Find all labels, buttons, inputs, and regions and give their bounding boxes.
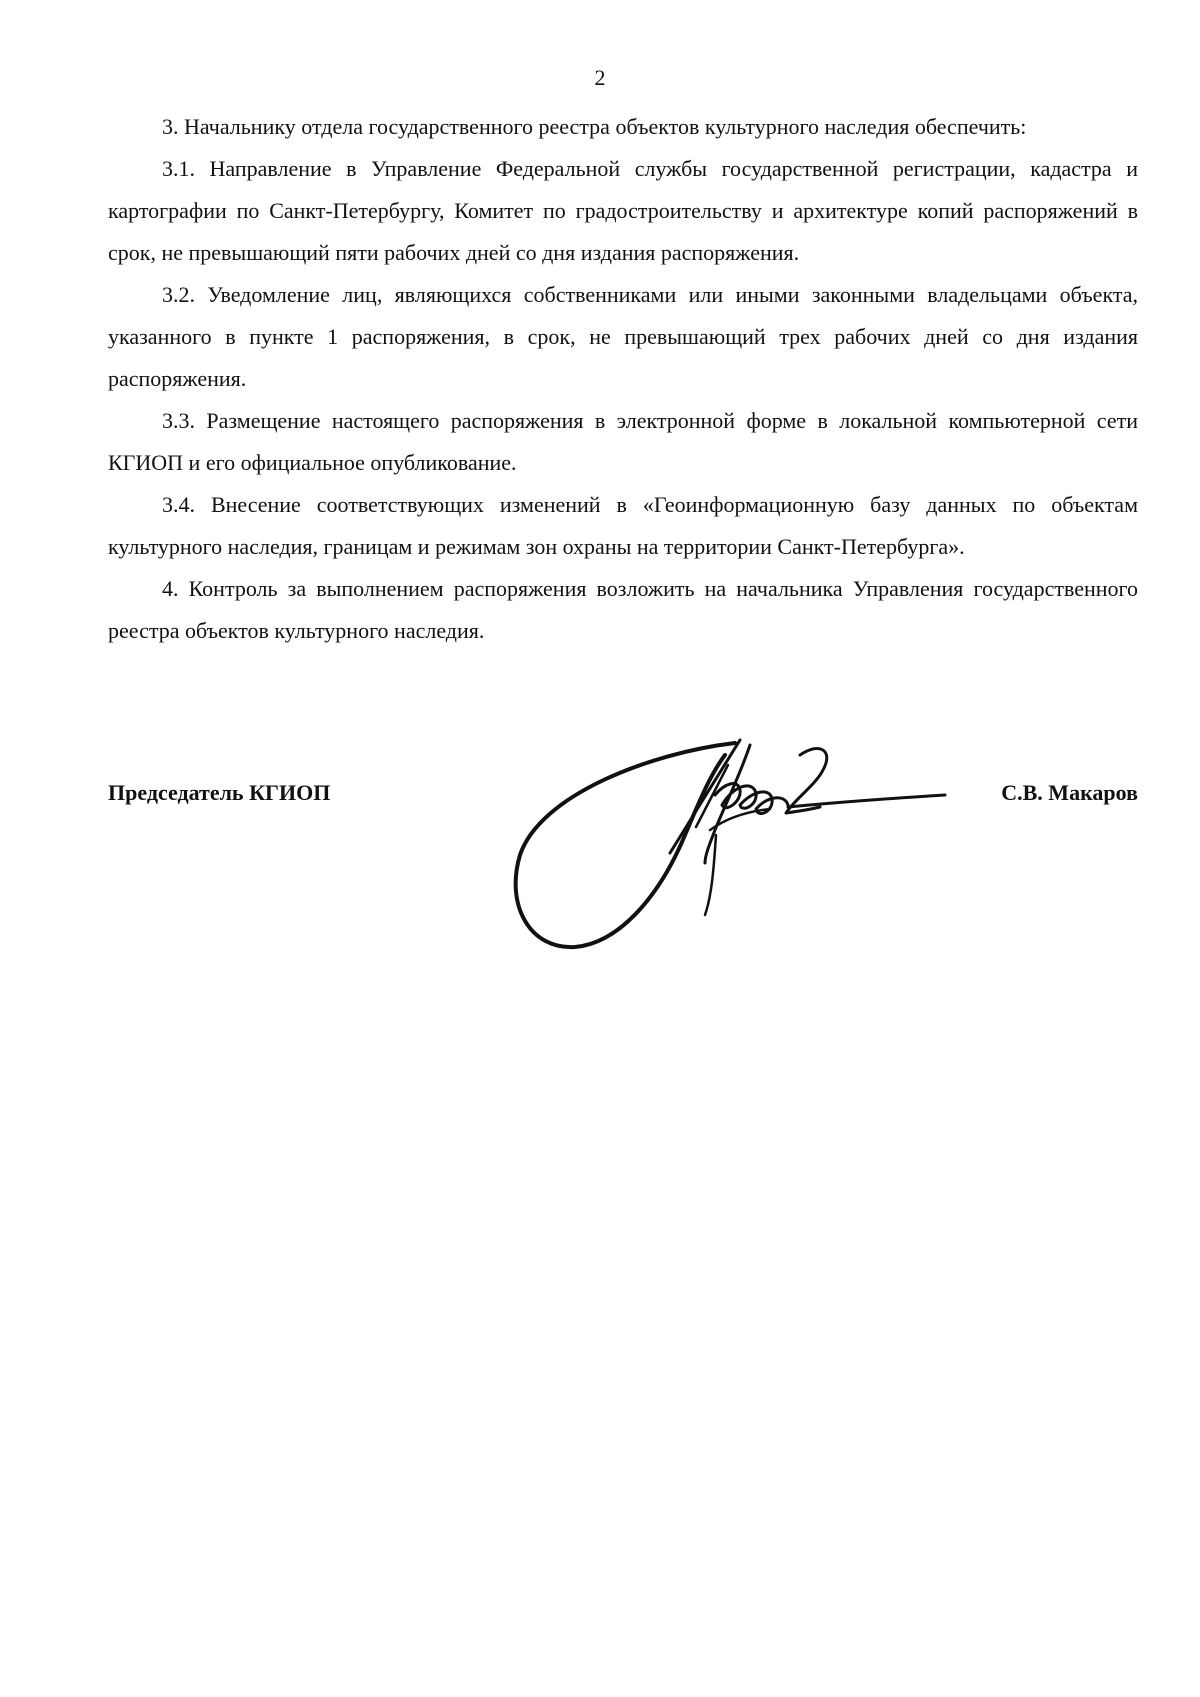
paragraph-3-2: 3.2. Уведомление лиц, являющихся собственниками или иными законными владельцами объекта, указанного в пункте 1 распоряжения, в срок, не превышающий трех рабочих дней со дня издания распоряжения. bbox=[108, 282, 1138, 391]
paragraph-3-1: 3.1. Направление в Управление Федеральной службы государственной регистрации, кадастра и картографии по Санкт-Петербургу, Комитет по градостроительству и архитектуре копий распоряжений в срок, не превышающий пяти рабочих дней со дня издания распоряжения. bbox=[108, 156, 1138, 265]
document-body bbox=[108, 106, 1138, 652]
paragraph-3: 3. Начальнику отдела государственного реестра объектов культурного наследия обеспечить: bbox=[162, 114, 1027, 139]
signer-title: Председатель КГИОП bbox=[108, 780, 331, 805]
handwritten-signature-icon bbox=[500, 735, 980, 965]
paragraph-3-4: 3.4. Внесение соответствующих изменений в «Геоинформационную базу данных по объектам культурного наследия, границам и режимам зон охраны на территории Санкт-Петербурга». bbox=[108, 492, 1138, 559]
page-number: 2 bbox=[594, 65, 606, 90]
paragraph-3-3: 3.3. Размещение настоящего распоряжения в электронной форме в локальной компьютерной сети КГИОП и его официальное опубликование. bbox=[108, 408, 1138, 475]
paragraph-4: 4. Контроль за выполнением распоряжения возложить на начальника Управления государственного реестра объектов культурного наследия. bbox=[108, 576, 1138, 643]
signer-name: С.В. Макаров bbox=[1001, 780, 1138, 805]
